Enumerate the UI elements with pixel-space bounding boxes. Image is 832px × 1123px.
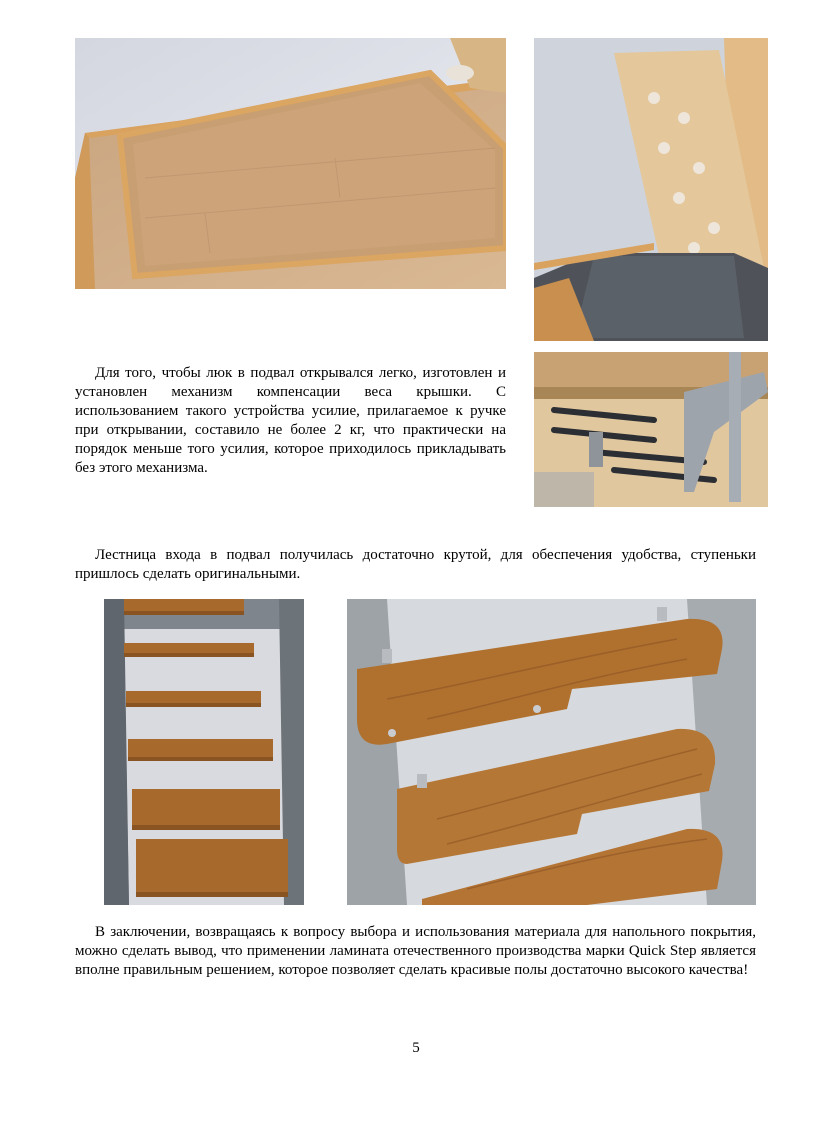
- photo-closed-hatch: [75, 38, 506, 289]
- page-number: 5: [412, 1040, 420, 1056]
- paragraph-stairs: Лестница входа в подвал получилась достаточно крутой, для обеспечения удобства, ступеньки пришлось сделать оригинальными.: [75, 547, 756, 582]
- photo-spring-mechanism: [534, 352, 768, 507]
- photo-staircase: [104, 599, 304, 905]
- photo-oak-steps: [347, 599, 756, 905]
- paragraph-conclusion: В заключении, возвращаясь к вопросу выбора и использования материала для напольного покрытия, можно сделать вывод, что применении ламината отечественного производства марки Quick Step является вполне правильным решением, которое позволяет сделать красивые полы достаточно высокого качества!: [75, 924, 756, 978]
- paragraph-hatch-mechanism: Для того, чтобы люк в подвал открывался легко, изготовлен и установлен механизм компенсации веса крышки. С использованием такого устройства усилие, прилагаемое к ручке при открывании, составило не более 2 кг, что практически на порядок меньше того усилия, которое приходилось прикладывать без этого механизма.: [75, 365, 506, 476]
- photo-open-hatch: [534, 38, 768, 341]
